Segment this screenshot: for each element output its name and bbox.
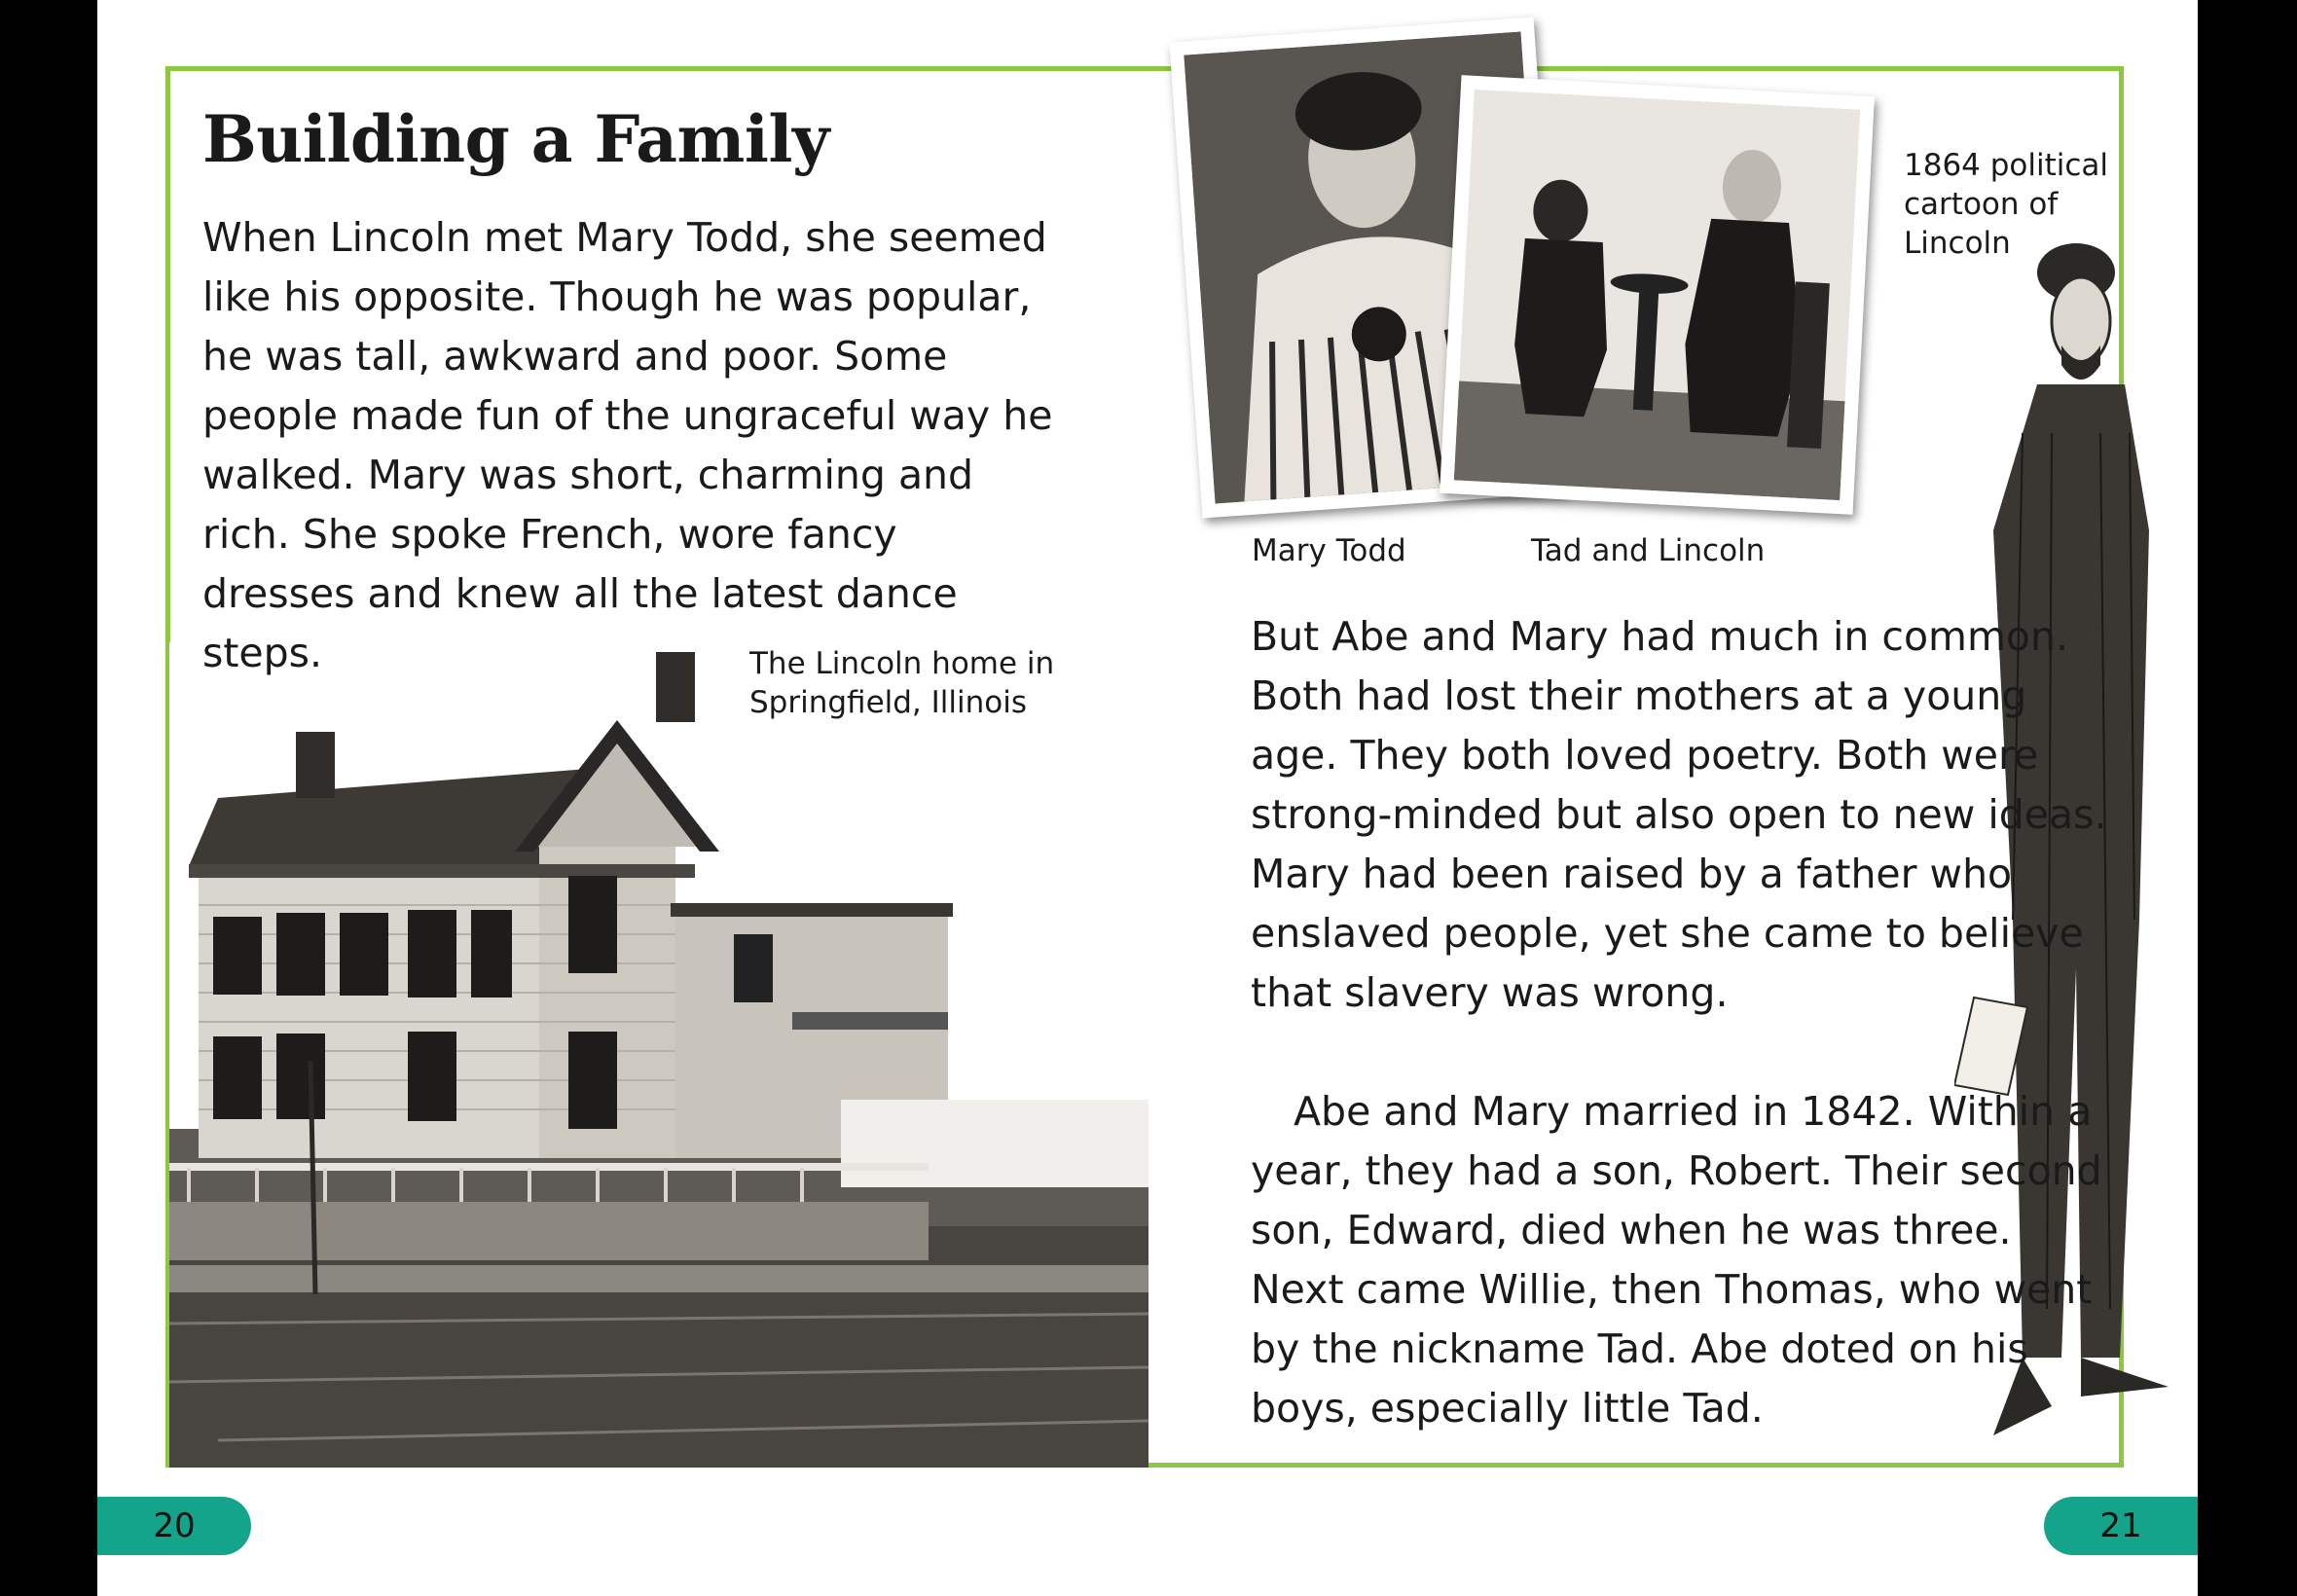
left-paragraph: When Lincoln met Mary Todd, she seemed like his opposite. Though he was popular, he was tall, awkward and poor. Some people made fun of the ungraceful way he walked. Mary was short, charming and rich. She spoke French, wore fancy dresses and knew all the latest dance steps. [202,214,1053,676]
right-body-text-2 [1251,1082,2107,1438]
right-body-text-1 [1251,607,2107,1023]
tad-lincoln-caption: Tad and Lincoln [1531,533,1766,568]
page-title: Building a Family [202,101,829,177]
right-paragraph-2: Abe and Mary married in 1842. Within a year, they had a son, Robert. Their second son, Edward, died when he was three. Next came Willie, then Thomas, who went by the nickname Tad. Abe doted on his boys, especially little Tad. [1251,1088,2102,1432]
mary-todd-caption: Mary Todd [1252,533,1406,568]
book-spread [97,0,2198,1596]
lincoln-home-photo [169,642,1148,1468]
cartoon-caption: 1864 political cartoon of Lincoln [1904,148,2109,261]
house-caption: The Lincoln home in Springfield, Illinois [749,646,1055,720]
tad-and-lincoln-photo [1440,75,1875,515]
left-body-text [202,208,1059,683]
page-number-right: 21 [2044,1497,2198,1555]
right-paragraph-1: But Abe and Mary had much in common. Both had lost their mothers at a young age. They both loved poetry. Both were strong-minded but also open to new ideas. Mary had been raised by a father who enslaved people, yet she came to believe that slavery was wrong. [1251,613,2107,1016]
page-number-left: 20 [97,1497,251,1555]
